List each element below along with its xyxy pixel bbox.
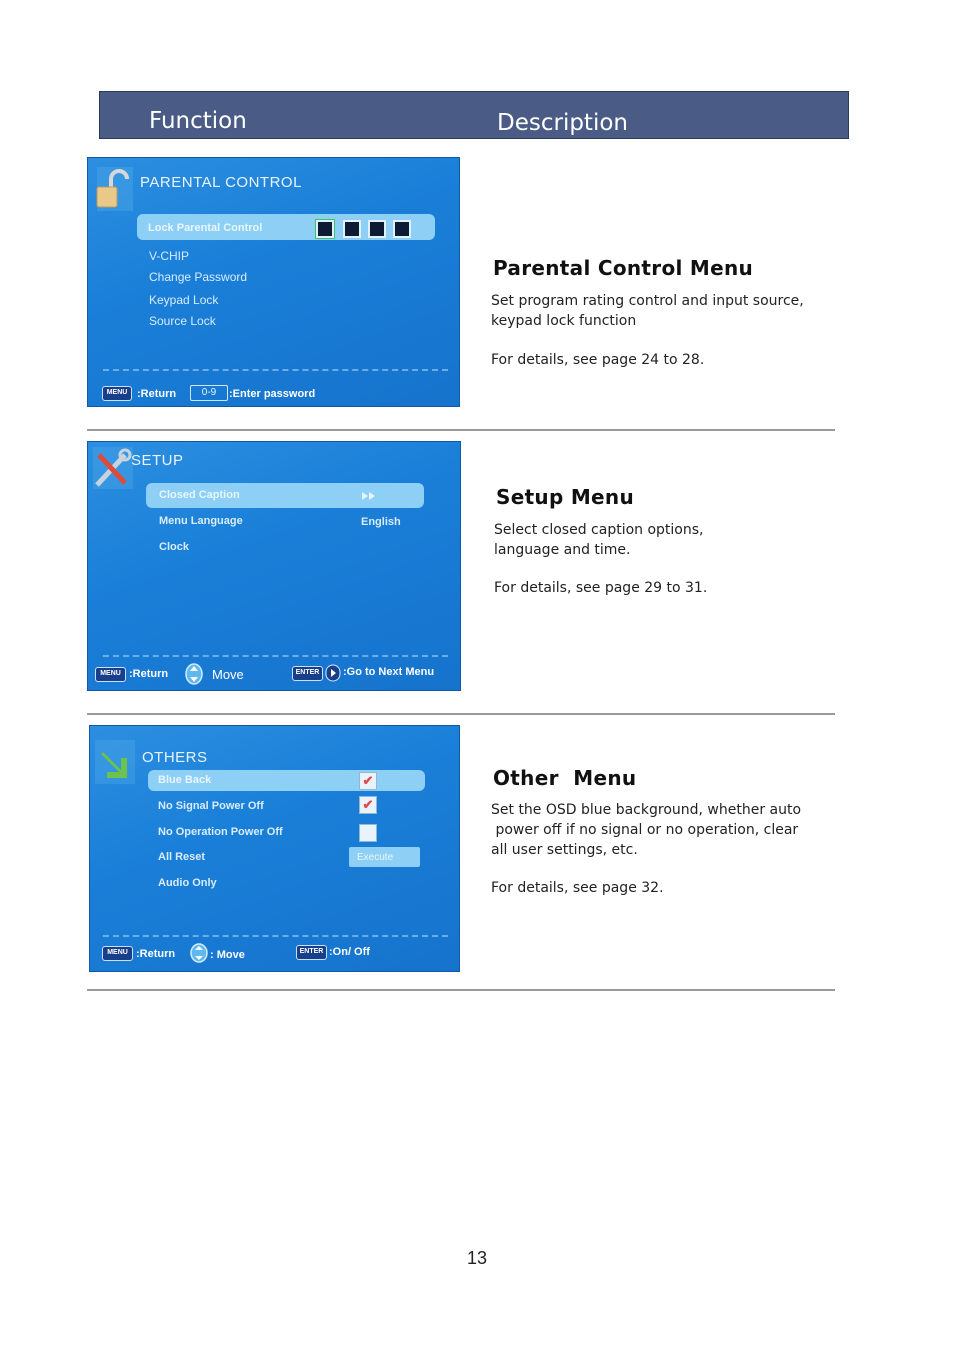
others-desc-line: Set the OSD blue background, whether auto	[491, 802, 802, 818]
footer-on-off: :On/ Off	[329, 946, 370, 958]
menu-item-menu-language[interactable]: Menu Language	[159, 515, 243, 527]
lock-icon	[93, 167, 133, 211]
double-arrow-icon	[361, 491, 377, 501]
divider	[103, 655, 448, 657]
menu-item-lock-parental-control[interactable]: Lock Parental Control	[148, 222, 263, 234]
menu-item-v-chip[interactable]: V-CHIP	[149, 249, 190, 263]
header-function: Function	[149, 108, 247, 134]
up-down-icon	[190, 943, 208, 963]
password-digit-box[interactable]	[393, 220, 411, 238]
password-digit-box[interactable]	[316, 220, 334, 238]
menu-item-blue-back[interactable]: Blue Back	[158, 774, 212, 786]
screen-title: OTHERS	[142, 749, 208, 766]
others-details: For details, see page 32.	[491, 880, 664, 896]
setup-details: For details, see page 29 to 31.	[494, 580, 708, 596]
language-value: English	[361, 516, 401, 528]
page-number: 13	[467, 1248, 488, 1268]
setup-desc-title: Setup Menu	[496, 485, 634, 509]
menu-key-icon: MENU	[102, 946, 133, 961]
screen-title: SETUP	[131, 452, 184, 469]
others-desc-title: Other Menu	[493, 766, 637, 790]
footer-enter-password: :Enter password	[229, 388, 316, 400]
divider	[103, 369, 448, 371]
menu-item-keypad-lock[interactable]: Keypad Lock	[149, 293, 219, 307]
footer-move: : Move	[210, 949, 245, 961]
menu-item-clock[interactable]: Clock	[159, 541, 189, 553]
header-description: Description	[497, 110, 628, 136]
execute-button[interactable]	[349, 847, 420, 867]
menu-item-no-operation-power-off[interactable]: No Operation Power Off	[158, 826, 283, 838]
others-desc-line: power off if no signal or no operation, clear	[491, 822, 799, 838]
footer-return: :Return	[136, 948, 176, 960]
parental-desc-line: keypad lock function	[491, 313, 637, 329]
tools-icon	[91, 447, 133, 489]
divider	[103, 935, 448, 937]
screen-title: PARENTAL CONTROL	[140, 174, 302, 191]
enter-key-icon: ENTER	[292, 666, 323, 681]
menu-key-icon: MENU	[95, 667, 126, 682]
number-key-icon: 0-9	[190, 385, 228, 401]
parental-desc-title: Parental Control Menu	[493, 256, 754, 280]
enter-key-icon: ENTER	[296, 945, 327, 960]
footer-return: :Return	[129, 668, 169, 680]
menu-item-closed-caption[interactable]: Closed Caption	[159, 489, 240, 501]
menu-item-source-lock[interactable]: Source Lock	[149, 314, 216, 328]
checkbox-unchecked[interactable]	[359, 824, 377, 842]
menu-item-change-password[interactable]: Change Password	[149, 270, 248, 284]
others-desc-line: all user settings, etc.	[491, 842, 638, 858]
checkbox-checked[interactable]: ✔	[359, 772, 377, 790]
footer-return: :Return	[137, 388, 177, 400]
up-down-icon	[185, 663, 203, 685]
menu-item-no-signal-power-off[interactable]: No Signal Power Off	[158, 800, 264, 812]
checkbox-checked[interactable]: ✔	[359, 796, 377, 814]
divider-rule	[87, 989, 835, 991]
password-digit-box[interactable]	[368, 220, 386, 238]
menu-item-audio-only[interactable]: Audio Only	[158, 877, 217, 889]
divider-rule	[87, 713, 835, 715]
setup-screen	[87, 441, 461, 691]
parental-details: For details, see page 24 to 28.	[491, 352, 705, 368]
setup-desc-line: Select closed caption options,	[494, 522, 704, 538]
footer-move: Move	[212, 667, 244, 682]
menu-item-all-reset[interactable]: All Reset	[158, 851, 206, 863]
right-arrow-icon	[325, 664, 341, 682]
footer-next-menu: :Go to Next Menu	[343, 666, 435, 678]
divider-rule	[87, 429, 835, 431]
execute-label: Execute	[357, 852, 394, 863]
setup-desc-line: language and time.	[494, 542, 631, 558]
table-header	[99, 91, 849, 139]
menu-key-icon: MENU	[102, 386, 132, 401]
password-digit-box[interactable]	[343, 220, 361, 238]
parental-control-screen	[87, 157, 460, 407]
others-screen	[89, 725, 460, 972]
parental-desc-line: Set program rating control and input source,	[491, 293, 804, 309]
arrow-icon	[95, 740, 135, 784]
